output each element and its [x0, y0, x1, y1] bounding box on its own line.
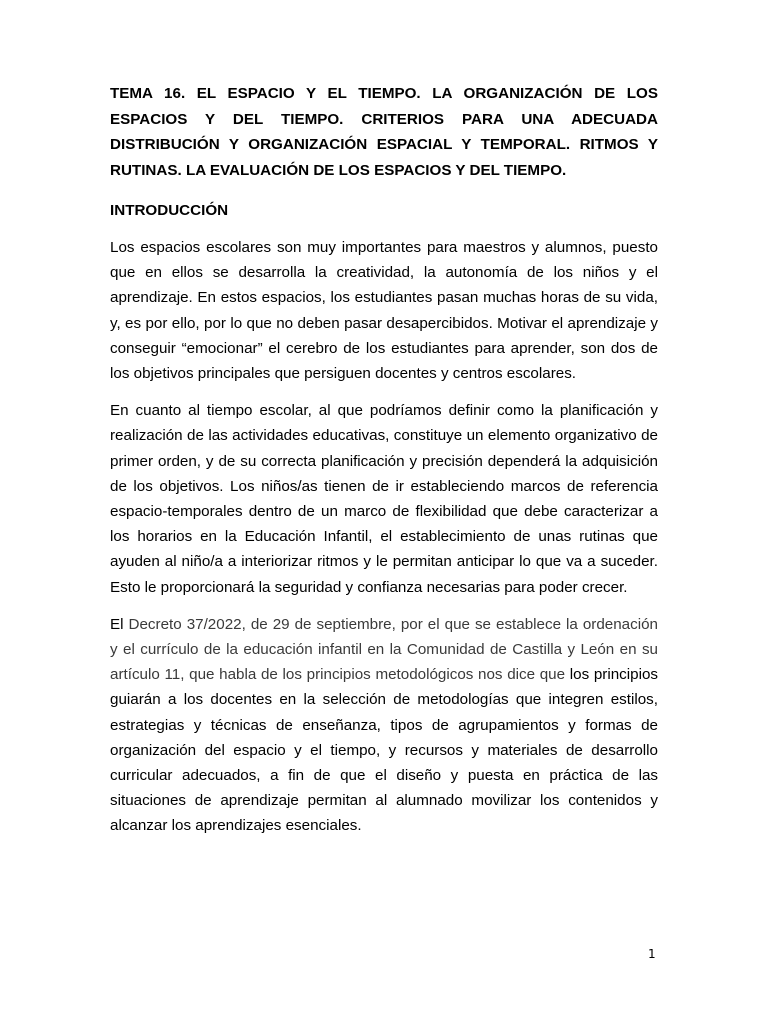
paragraph-espacios: Los espacios escolares son muy importantes para maestros y alumnos, puesto que en ellos se desarrolla la creatividad, la autonomía de los niños y el aprendizaje. En estos espacios, los estudiantes pasan muchas horas de su vida, y, es por ello, por lo que no deben pasar desapercibidos. Motivar el aprendizaje y conseguir “emocionar” el cerebro de los estudiantes para aprender, son dos de los objetivos principales que persiguen docentes y centros escolares. — [110, 239, 658, 383]
section-heading: INTRODUCCIÓN — [110, 202, 229, 219]
paragraph-tiempo: En cuanto al tiempo escolar, al que podríamos definir como la planificación y realización de las actividades educativas, constituye un elemento organizativo de primer orden, y de su correcta planificación y precisión dependerá la adquisición de los objetivos. Los niños/as tienen de ir estableciendo marcos de referencia espacio-temporales dentro de un marco de flexibilidad que debe caracterizar a los horarios en la Educación Infantil, el establecimiento de unas rutinas que ayuden al niño/a a interiorizar ritmos y le permitan anticipar lo que va a suceder. Esto le proporcionará la seguridad y confianza necesarias para poder crecer. — [110, 402, 658, 596]
document-page — [110, 81, 658, 839]
page-number: 1 — [648, 947, 656, 961]
decree-reference: Decreto 37/2022, de 29 de septiembre, por el que se establece la ordenación y el currículo de la educación infantil en la Comunidad de Castilla y León en su artículo 11, que habla de los principios metodológicos nos dice que — [110, 615, 658, 684]
paragraph-decreto — [110, 612, 658, 839]
document-title: TEMA 16. EL ESPACIO Y EL TIEMPO. LA ORGANIZACIÓN DE LOS ESPACIOS Y DEL TIEMPO. CRITERIOS PARA UNA ADECUADA DISTRIBUCIÓN Y ORGANIZACIÓN ESPACIAL Y TEMPORAL. RITMOS Y RUTINAS. LA EVALUACIÓN DE LOS ESPACIOS Y DEL TIEMPO. — [110, 85, 658, 179]
paragraph-decreto-rest: los principios guiarán a los docentes en la selección de metodologías que integren estilos, estrategias y técnicas de enseñanza, tipos de agrupamientos y formas de organización del espacio y el tiempo, y recursos y materiales de desarrollo curricular adecuados, a fin de que el diseño y puesta en práctica de las situaciones de aprendizaje permitan al alumnado movilizar los contenidos y alcanzar los aprendizajes esenciales. — [110, 666, 658, 835]
paragraph-decreto-lead: El — [110, 615, 129, 633]
